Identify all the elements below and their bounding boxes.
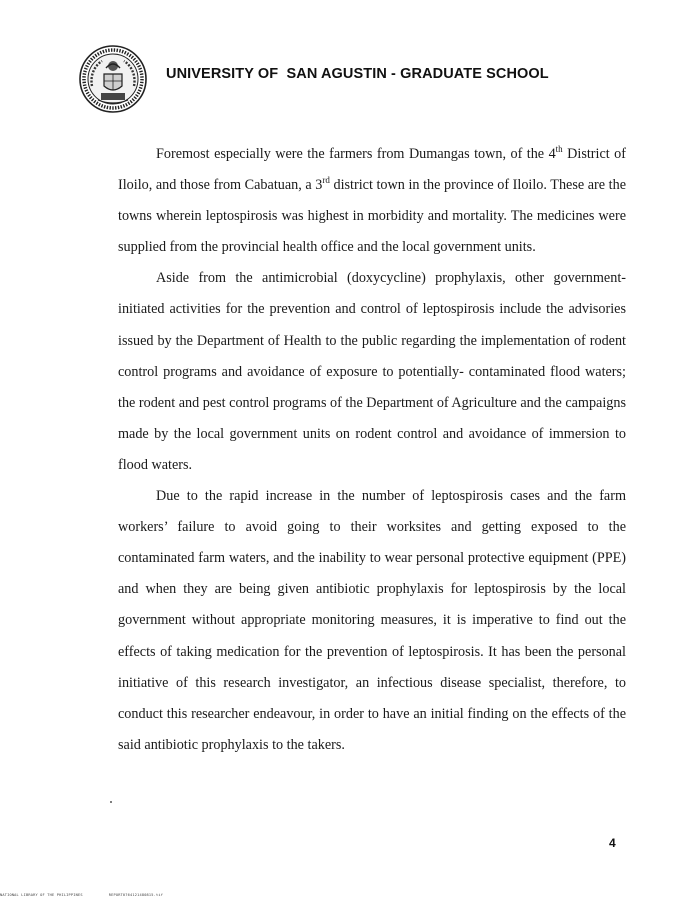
scan-footer [0,893,163,897]
footer-library: NATIONAL LIBRARY OF THE PHILIPPINES [0,893,83,897]
footer-reference: REPORT0764121480815.tif [108,893,164,897]
paragraph-2: Aside from the antimicrobial (doxycycline) prophylaxis, other government-initiated activities for the prevention and control of leptospirosis include the advisories issued by the Department of Health to the public regarding the implementation of rodent control programs and avoidance of exposure to potentially- contaminated flood waters; the rodent and pest control programs of the Department of Agriculture and the campaigns made by the local government units on rodent control and avoidance of immersion to flood waters. [118,270,626,473]
university-seal-icon [78,44,148,114]
page-header-title: UNIVERSITY OF SAN AGUSTIN - GRADUATE SCHOOL [166,66,549,82]
paragraph-1: Foremost especially were the farmers from Dumangas town, of the 4th District of Iloilo, and those from Cabatuan, a 3rd district town in the province of Iloilo. These are the towns wherein leptospirosis was highest in morbidity and mortality. The medicines were supplied from the provincial health office and the local government units. [118,144,627,256]
scan-speck [110,801,112,803]
page-number: 4 [609,836,616,850]
document-body [118,139,626,761]
paragraph-3: Due to the rapid increase in the number of leptospirosis cases and the farm workers’ failure to avoid going to their worksites and getting exposed to the contaminated farm waters, and the inability to wear personal protective equipment (PPE) and when they are being given antibiotic prophylaxis for leptospirosis by the local government without appropriate monitoring measures, it is imperative to find out the effects of taking medication for the prevention of leptospirosis. It has been the personal initiative of this research investigator, an infectious disease specialist, therefore, to conduct this researcher endeavour, in order to have an initial finding on the effects of the said antibiotic prophylaxis to the takers. [118,488,626,753]
